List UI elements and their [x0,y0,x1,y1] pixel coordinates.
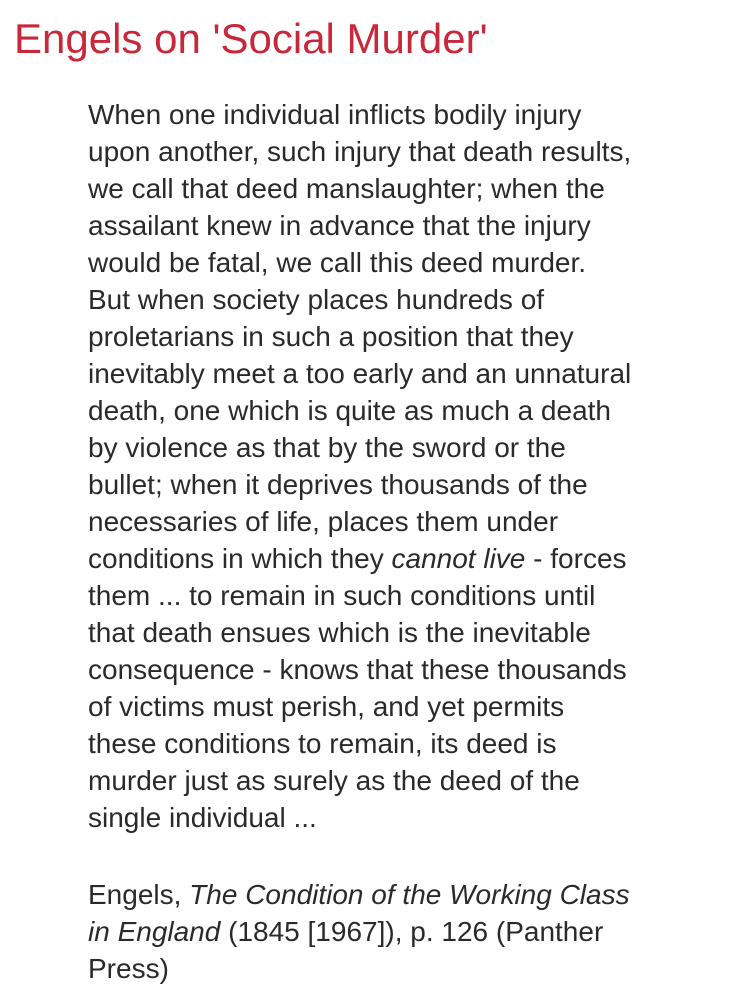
quote-line: But when society places hundreds of [88,284,545,315]
citation-line [88,876,728,913]
quote-line: murder just as surely as the deed of the [88,765,580,796]
citation [88,876,728,987]
engels-quote [88,96,728,836]
quote-line: would be fatal, we call this deed murder. [88,247,587,278]
quote-line: that death ensues which is the inevitable [88,617,591,648]
quote-line: these conditions to remain, its deed is [88,728,557,759]
quote-line: them ... to remain in such conditions until [88,580,596,611]
quote-text: - forces [525,543,627,574]
citation-publisher: Press) [88,953,169,984]
quote-line: assailant knew in advance that the injury [88,210,591,241]
quote-line: of victims must perish, and yet permits [88,691,565,722]
page-title: Engels on 'Social Murder' [14,15,488,62]
emphasis-cannot-live: cannot live [391,543,526,574]
quote-line: death, one which is quite as much a death [88,395,612,426]
quote-line: consequence - knows that these thousands [88,654,627,685]
citation-details: (1845 [1967]), p. 126 (Panther [220,916,604,947]
quote-line: single individual ... [88,802,317,833]
citation-line [88,913,728,950]
citation-book-title: in England [88,916,221,947]
quote-line: bullet; when it deprives thousands of the [88,469,588,500]
quote-line: When one individual inflicts bodily injury [88,99,582,130]
quote-line: inevitably meet a too early and an unnatural [88,358,632,389]
quote-line: we call that deed manslaughter; when the [88,173,605,204]
quote-line: necessaries of life, places them under [88,506,559,537]
quote-line: proletarians in such a position that they [88,321,574,352]
quote-line-emphasis [88,540,728,577]
quote-line: by violence as that by the sword or the [88,432,566,463]
citation-author: Engels, [88,879,190,910]
quote-text: conditions in which they [88,543,392,574]
quote-line: upon another, such injury that death results, [88,136,632,167]
citation-book-title: The Condition of the Working Class [189,879,630,910]
